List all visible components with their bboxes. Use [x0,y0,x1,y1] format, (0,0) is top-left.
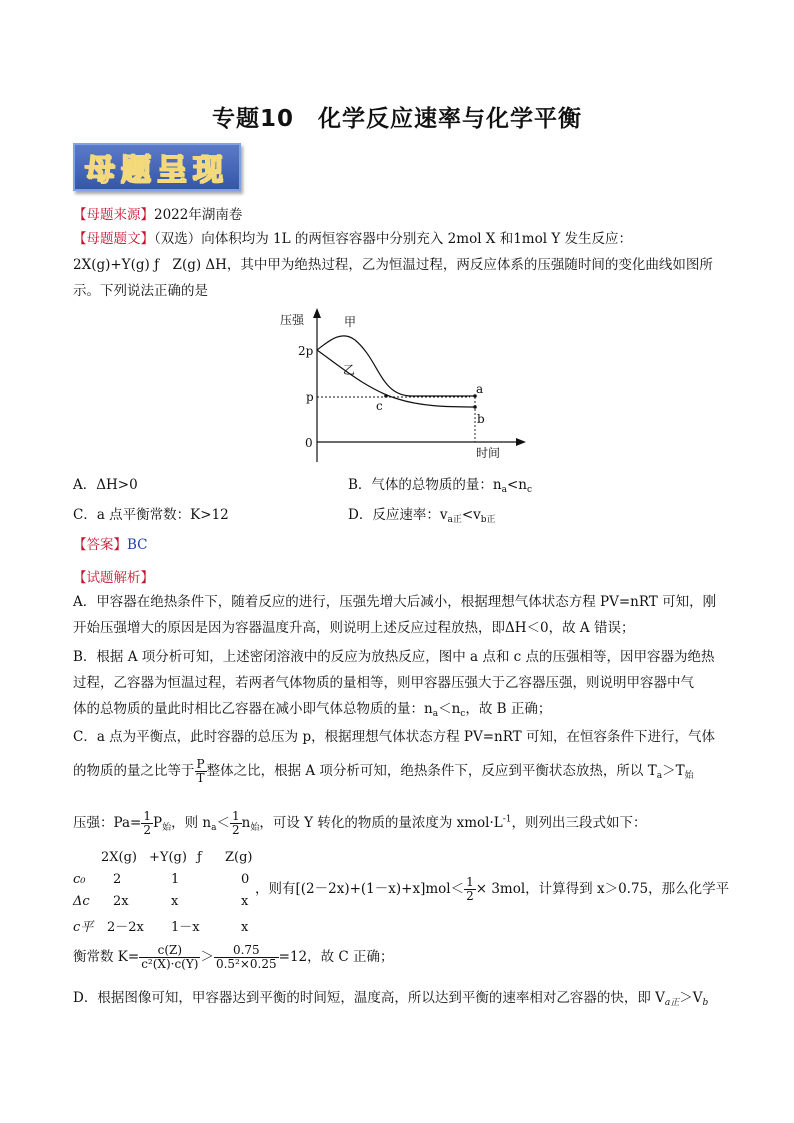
y-tick-p: p [306,390,314,404]
analysis-p2c: 体的总物质的量此时相比乙容器在减小即气体总物质的量：$n_a<n_c$，故 B 正确； [73,701,552,719]
table-row-ceq: c平 2－2x 1－x x [73,920,249,935]
label-jia: 甲 [344,315,357,329]
label-a: a [476,382,484,396]
answer-label: 【答案】 [73,537,127,553]
y-tick-0: 0 [305,436,313,450]
y-axis-arrow [313,308,321,318]
label-c: c [376,399,383,413]
table-side-text: ，则有[(2－2x)+(1－x)+x]mol＜ $\frac{1}{2}$ × 3mol，计算得到 x＞0.75，那么化学平 [255,875,730,903]
answer-text: BC [127,537,148,553]
pressure-time-chart [280,306,530,466]
page-title: 专题10 化学反应速率与化学平衡 [211,106,582,132]
point-b [473,405,477,409]
analysis-p3a: C．a 点为平衡点，此时容器的总压为 p，根据理想气体状态方程 PV=nRT 可知，在恒容条件下进行，气体 [73,729,715,745]
analysis-p2b: 过程，乙容器为恒温过程，若两者气体物质的量相等，则甲容器压强大于乙容器压强，则说明甲容器中气 [73,675,694,691]
table-head: 2X(g) +Y(g) ƒ Z(g) [101,850,253,865]
x-axis-arrow [516,438,526,446]
option-a: A．ΔH>0 [73,477,138,493]
option-c: C．a 点平衡常数：K>12 [73,507,229,523]
table-row-dc: Δc 2x x x [73,894,249,909]
label-b: b [477,412,485,426]
option-b: B．气体的总物质的量：$n_a<n_c$ [348,477,533,495]
source-label: 【母题来源】 [73,207,154,223]
question-line-1: 【母题题文】（双选）向体积均为 1L 的两恒容容器中分别充入 2mol X 和1mol Y 发生反应： [73,231,633,247]
analysis-p1a: A．甲容器在绝热条件下，随着反应的进行，压强先增大后减小，根据理想气体状态方程 PV=nRT 可知，刚 [73,594,717,610]
question-line-2: 2X(g)+Y(g) ƒ Z(g) ΔH，其中甲为绝热过程，乙为恒温过程，两反应体系的压强随时间的变化曲线如图所 [73,257,713,273]
analysis-p6: D．根据图像可知，甲容器达到平衡的时间短，温度高，所以达到平衡的速率相对乙容器的快，即 $V_{a正}>V_b$ [73,990,709,1008]
option-d: D．反应速率：$v_{a正}<v_{b正}$ [348,507,496,525]
curve-jia [317,336,475,396]
y-axis-label: 压强 [280,313,305,327]
question-line-3: 示。下列说法正确的是 [73,283,208,299]
y-tick-2p: 2p [298,344,314,358]
fraction-p-over-t: $\frac{P}{T}$ [196,757,205,785]
point-c [384,394,388,398]
question-label: 【母题题文】 [73,231,154,247]
source-line [73,207,242,223]
curve-yi [317,350,475,407]
table-row-c0: c₀ 2 1 0 [73,872,250,887]
label-yi: 乙 [343,363,356,377]
analysis-label: 【试题解析】 [73,570,154,586]
analysis-p4: 压强：Pa= $\frac{1}{2}$ $P_始$，则 $n_a<$ $\frac{1}{2}$ $n_始$，可设 Y 转化的物质的量浓度为 $xmol\cdot L^{-1}$，则列出三段式如下： [73,809,647,837]
analysis-p2a: B．根据 A 项分析可知，上述密闭溶液中的反应为放热反应，图中 a 点和 c 点的压强相等，因甲容器为绝热 [73,649,715,665]
source-text: 2022年湖南卷 [154,207,243,223]
answer-line [73,537,148,553]
banner-label: 母题呈现 [85,153,229,188]
analysis-p3b: 的物质的量之比等于 $\frac{P}{T}$ 整体之比，根据 A 项分析可知，绝热条件下，反应到平衡状态放热，所以 $T_a>T_始$ [73,757,694,785]
three-stage-table [73,850,281,938]
analysis-p5: 衡常数 K= $\frac{c(Z)}{\text{c²(X)·c(Y)}}$ ＞ $\frac{0.75}{\text{0.5²×0.25}}$ =12，故 C 正确； [73,943,394,971]
x-axis-label: 时间 [476,446,501,460]
banner-badge [73,143,241,191]
analysis-p1b: 开始压强增大的原因是因为容器温度升高，则说明上述反应过程放热，即ΔH＜0，故 A 错误； [73,620,635,636]
